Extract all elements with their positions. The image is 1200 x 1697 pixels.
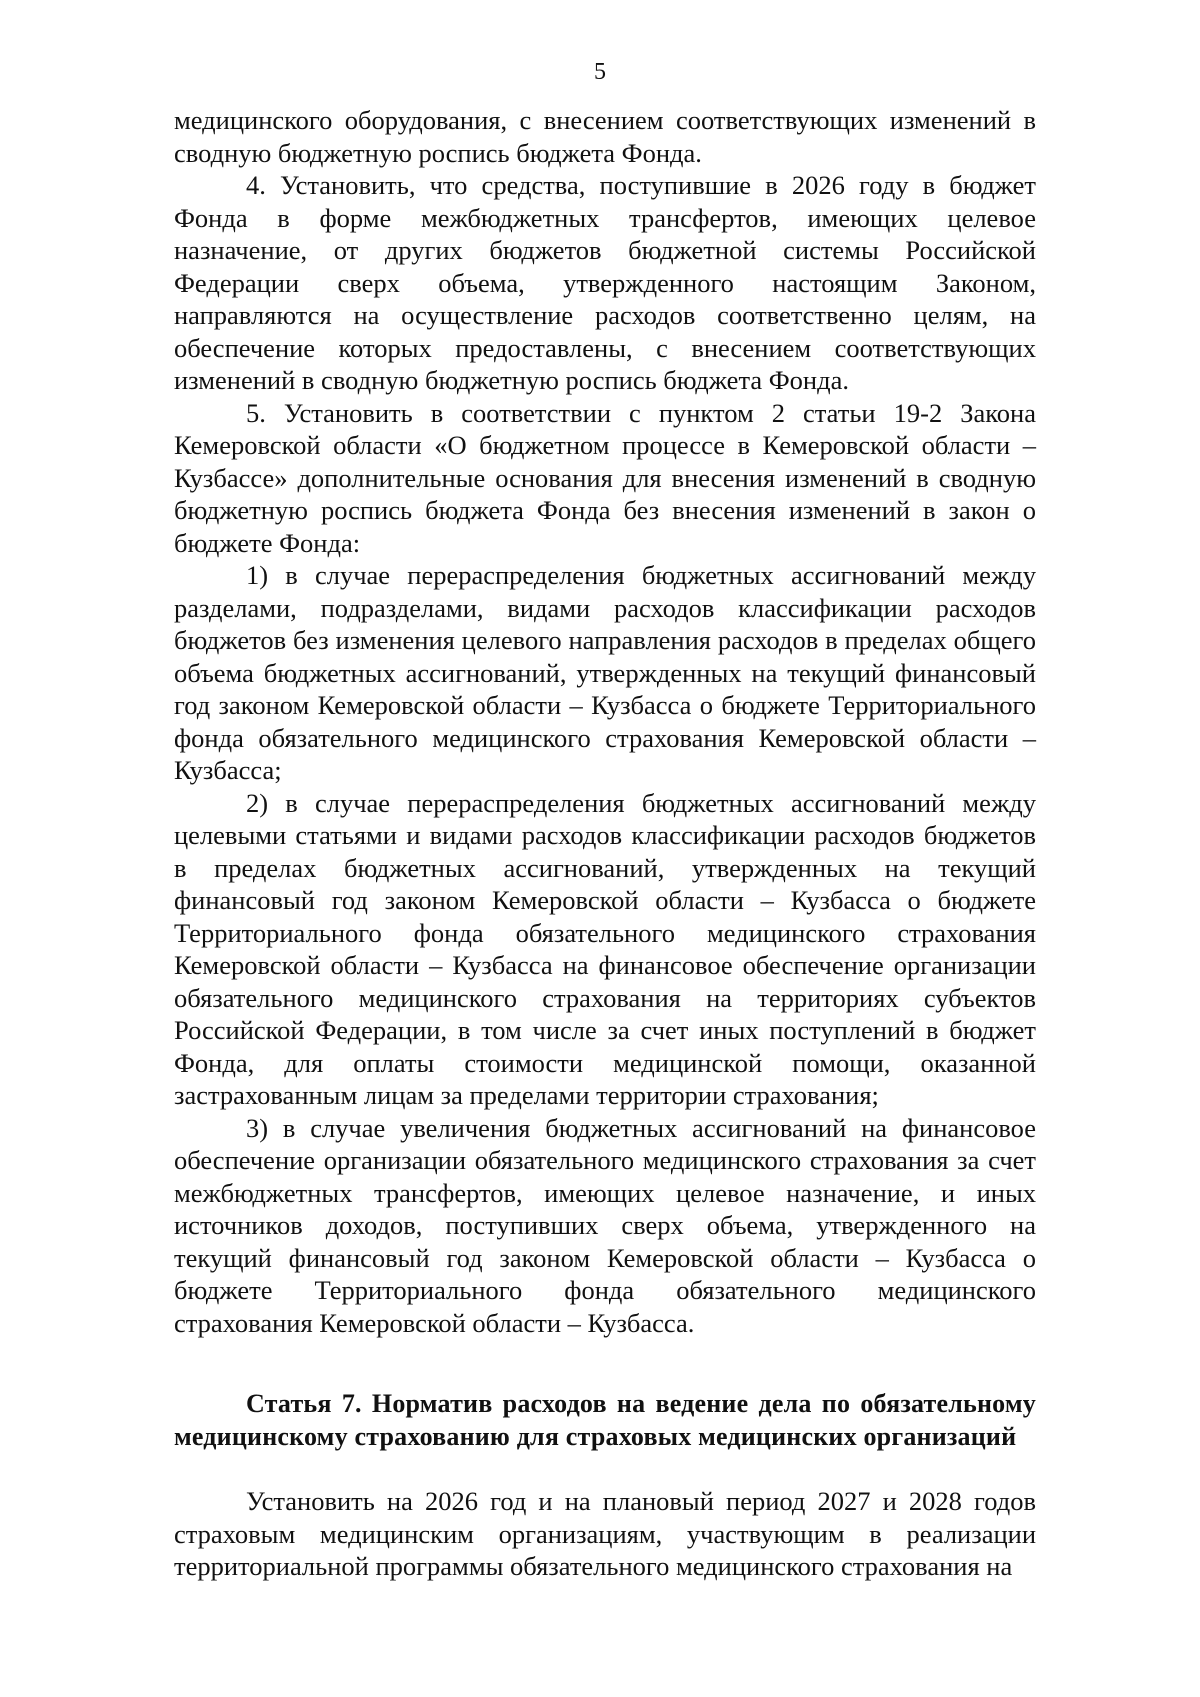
article-7-text: Установить на 2026 год и на плановый период 2027 и 2028 годов страховым медицинским организациям, участвующим в реализации территориальной программы обязательного медицинского страхования на bbox=[174, 1486, 1036, 1581]
heading-spacer bbox=[174, 1453, 1036, 1485]
paragraph-item-4: 4. Установить, что средства, поступившие в 2026 году в бюджет Фонда в форме межбюджетных трансфертов, имеющих целевое назначение, от других бюджетов бюджетной системы Российской Федерации сверх объема, утвержденного настоящим Законом, направляются на осуществление расходов соответственно целям, на обеспечение которых предоставлены, с внесением соответствующих изменений в сводную бюджетную роспись бюджета Фонда. bbox=[174, 170, 1036, 395]
paragraph-continuation: медицинского оборудования, с внесением соответствующих изменений в сводную бюджетную роспись бюджета Фонда. bbox=[174, 105, 1036, 168]
subitem-1: 1) в случае перераспределения бюджетных ассигнований между разделами, подразделами, видами расходов классификации расходов бюджетов без изменения целевого направления расходов в пределах общего объема бюджетных ассигнований, утвержденных на текущий финансовый год законом Кемеровской области – Кузбасса о бюджете Территориального фонда обязательного медицинского страхования Кемеровской области – Кузбасса; bbox=[174, 560, 1036, 785]
article-7-heading: Статья 7. Норматив расходов на ведение дела по обязательному медицинскому страхованию для страховых медицинских организаций bbox=[174, 1389, 1036, 1451]
subitem-2: 2) в случае перераспределения бюджетных ассигнований между целевыми статьями и видами расходов классификации расходов бюджетов в пределах бюджетных ассигнований, утвержденных на текущий финансовый год законом Кемеровской области – Кузбасса о бюджете Территориального фонда обязательного медицинского страхования Кемеровской области – Кузбасса на финансовое обеспечение организации обязательного медицинского страхования на территориях субъектов Российской Федерации, в том числе за счет иных поступлений в бюджет Фонда, для оплаты стоимости медицинской помощи, оказанной застрахованным лицам за пределами территории страхования; bbox=[174, 787, 1036, 1110]
page-number: 5 bbox=[594, 59, 606, 85]
document-body bbox=[174, 104, 1036, 1583]
paragraph-item-5: 5. Установить в соответствии с пунктом 2 статьи 19-2 Закона Кемеровской области «О бюджетном процессе в Кемеровской области – Кузбассе» дополнительные основания для внесения изменений в сводную бюджетную роспись бюджета Фонда без внесения изменений в закон о бюджете Фонда: bbox=[174, 397, 1036, 558]
subitem-3: 3) в случае увеличения бюджетных ассигнований на финансовое обеспечение организации обязательного медицинского страхования за счет межбюджетных трансфертов, имеющих целевое назначение, и иных источников доходов, поступивших сверх объема, утвержденного на текущий финансовый год законом Кемеровской области – Кузбасса о бюджете Территориального фонда обязательного медицинского страхования Кемеровской области – Кузбасса. bbox=[174, 1112, 1036, 1338]
